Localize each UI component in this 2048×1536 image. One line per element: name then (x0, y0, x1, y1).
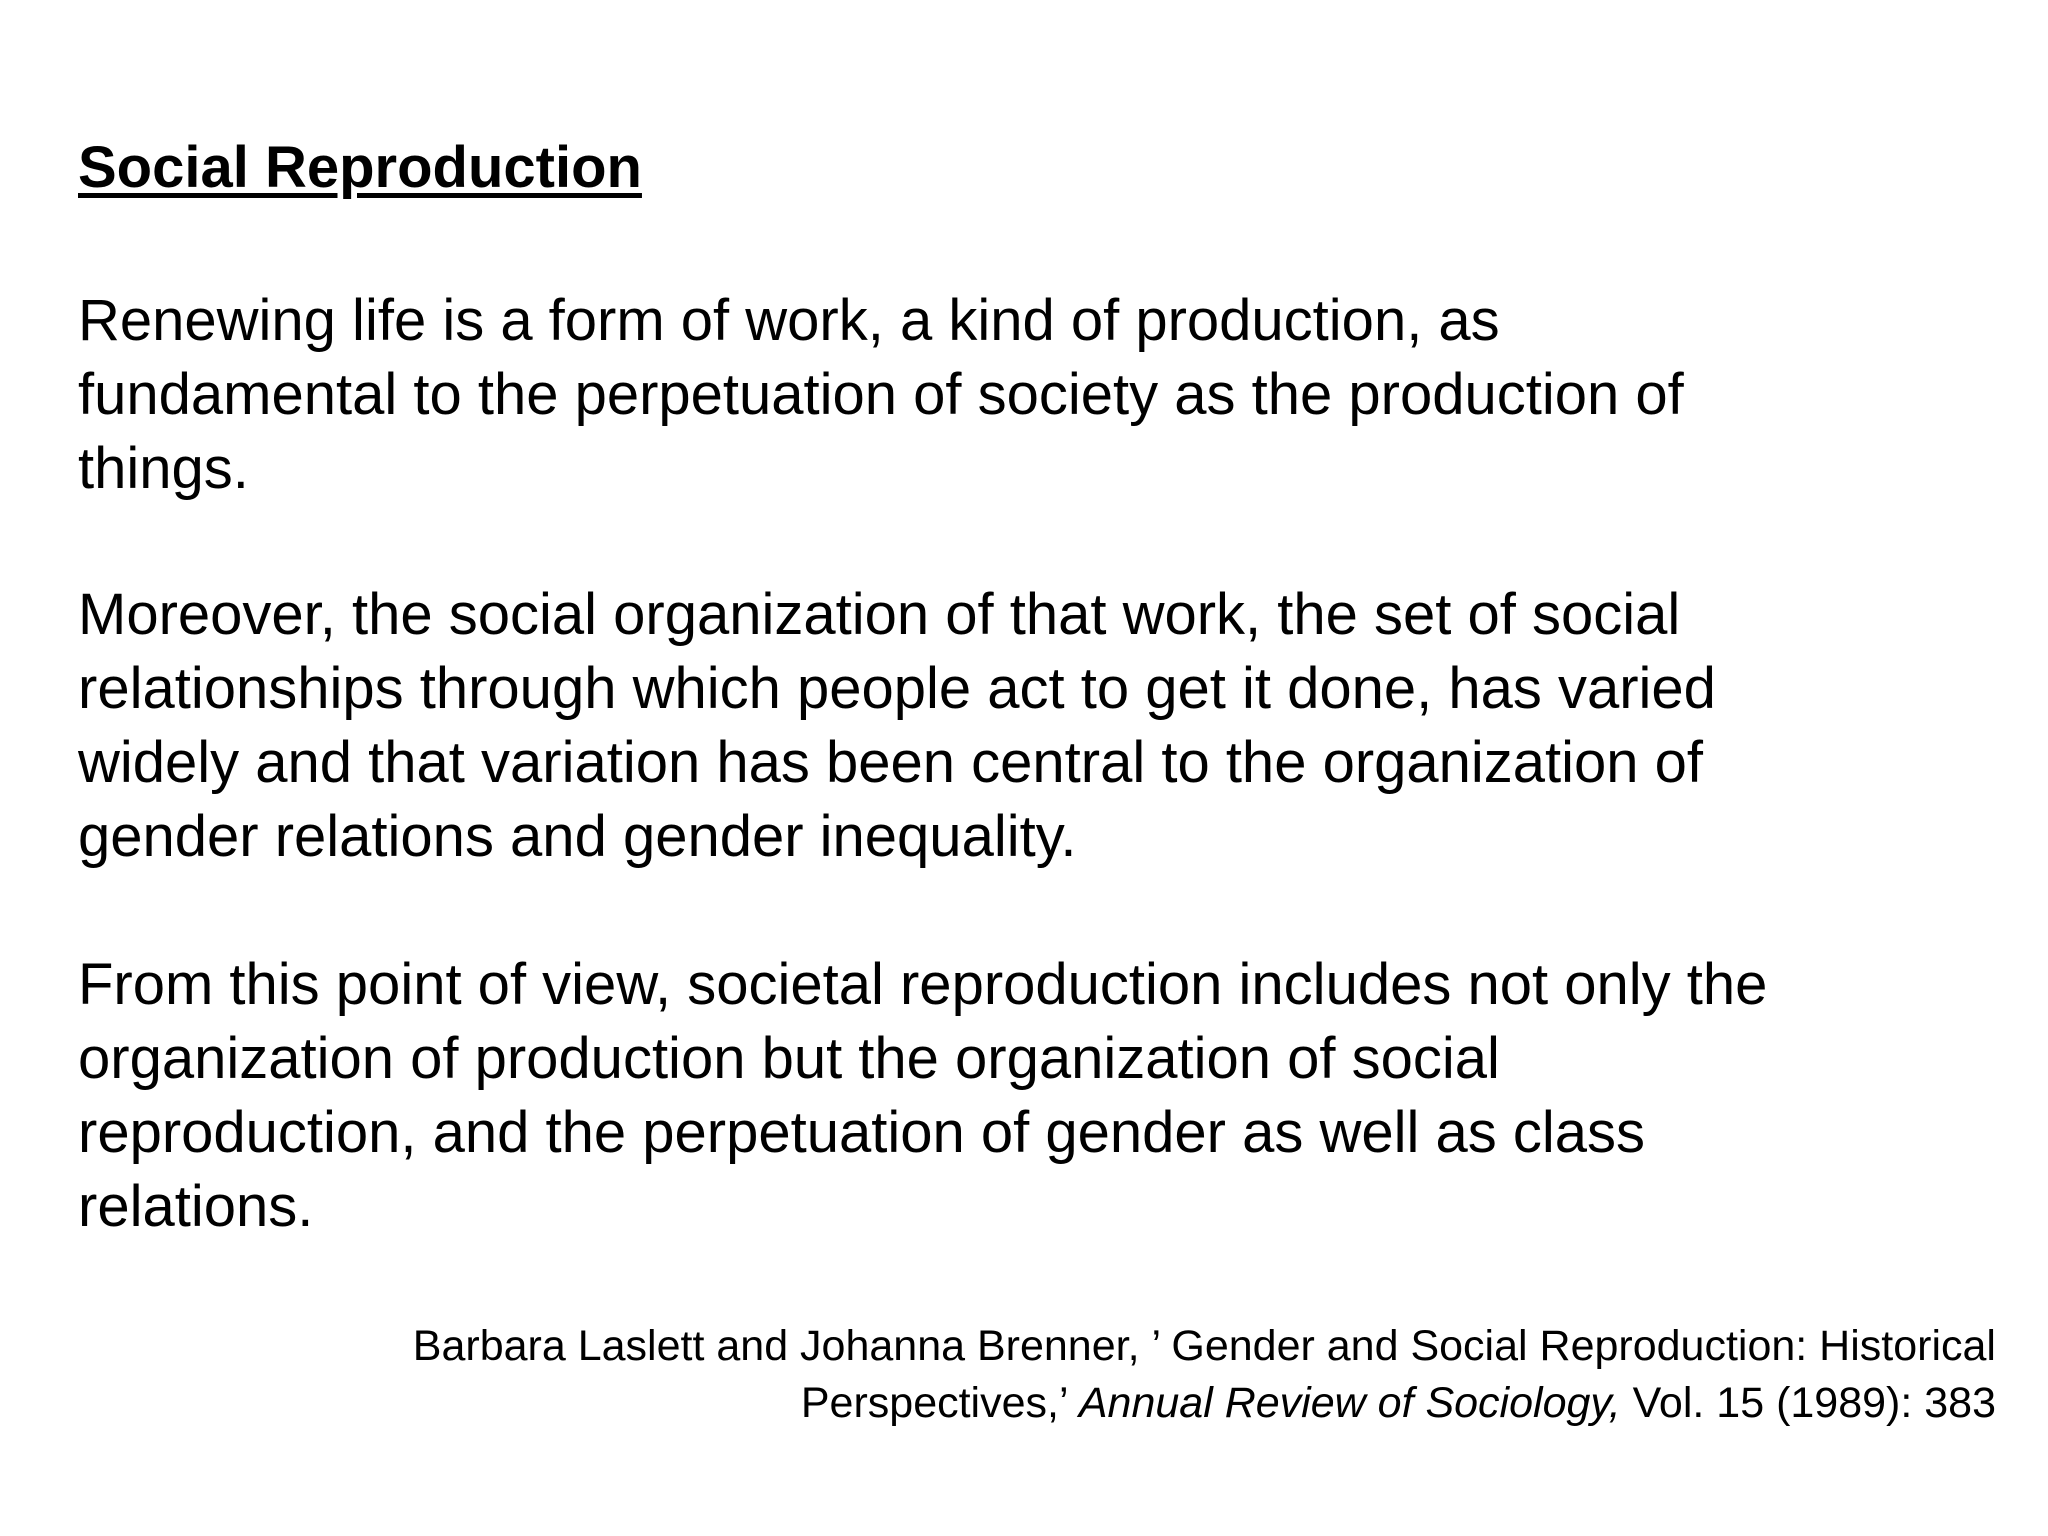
paragraph-line: reproduction, and the perpetuation of gender as well as class (78, 1100, 1645, 1165)
paragraph-line: Moreover, the social organization of that work, the set of social (78, 582, 1681, 647)
paragraph-renewing-life (78, 284, 1684, 506)
paragraph-line: organization of production but the organization of social (78, 1026, 1500, 1091)
paragraph-line: things. (78, 436, 249, 501)
paragraph-line: relationships through which people act to get it done, has varied (78, 656, 1716, 721)
paragraph-societal-reproduction (78, 948, 1767, 1244)
paragraph-line: Renewing life is a form of work, a kind of production, as (78, 288, 1500, 353)
citation-suffix: Vol. 15 (1989): 383 (1620, 1379, 1996, 1427)
paragraph-line: widely and that variation has been central to the organization of (78, 730, 1704, 795)
citation (413, 1318, 1996, 1432)
paragraph-line: gender relations and gender inequality. (78, 804, 1077, 869)
paragraph-line: From this point of view, societal reproduction includes not only the (78, 952, 1768, 1017)
citation-line-2 (413, 1375, 1996, 1432)
citation-prefix: Perspectives,’ (800, 1379, 1079, 1427)
paragraph-line: fundamental to the perpetuation of society as the production of (78, 362, 1684, 427)
paragraph-line: relations. (78, 1174, 314, 1239)
slide-title: Social Reproduction (78, 135, 642, 200)
paragraph-social-organization (78, 578, 1716, 874)
citation-journal: Annual Review of Sociology, (1078, 1379, 1621, 1427)
citation-line-1: Barbara Laslett and Johanna Brenner, ’ Gender and Social Reproduction: Historical (412, 1322, 1996, 1370)
